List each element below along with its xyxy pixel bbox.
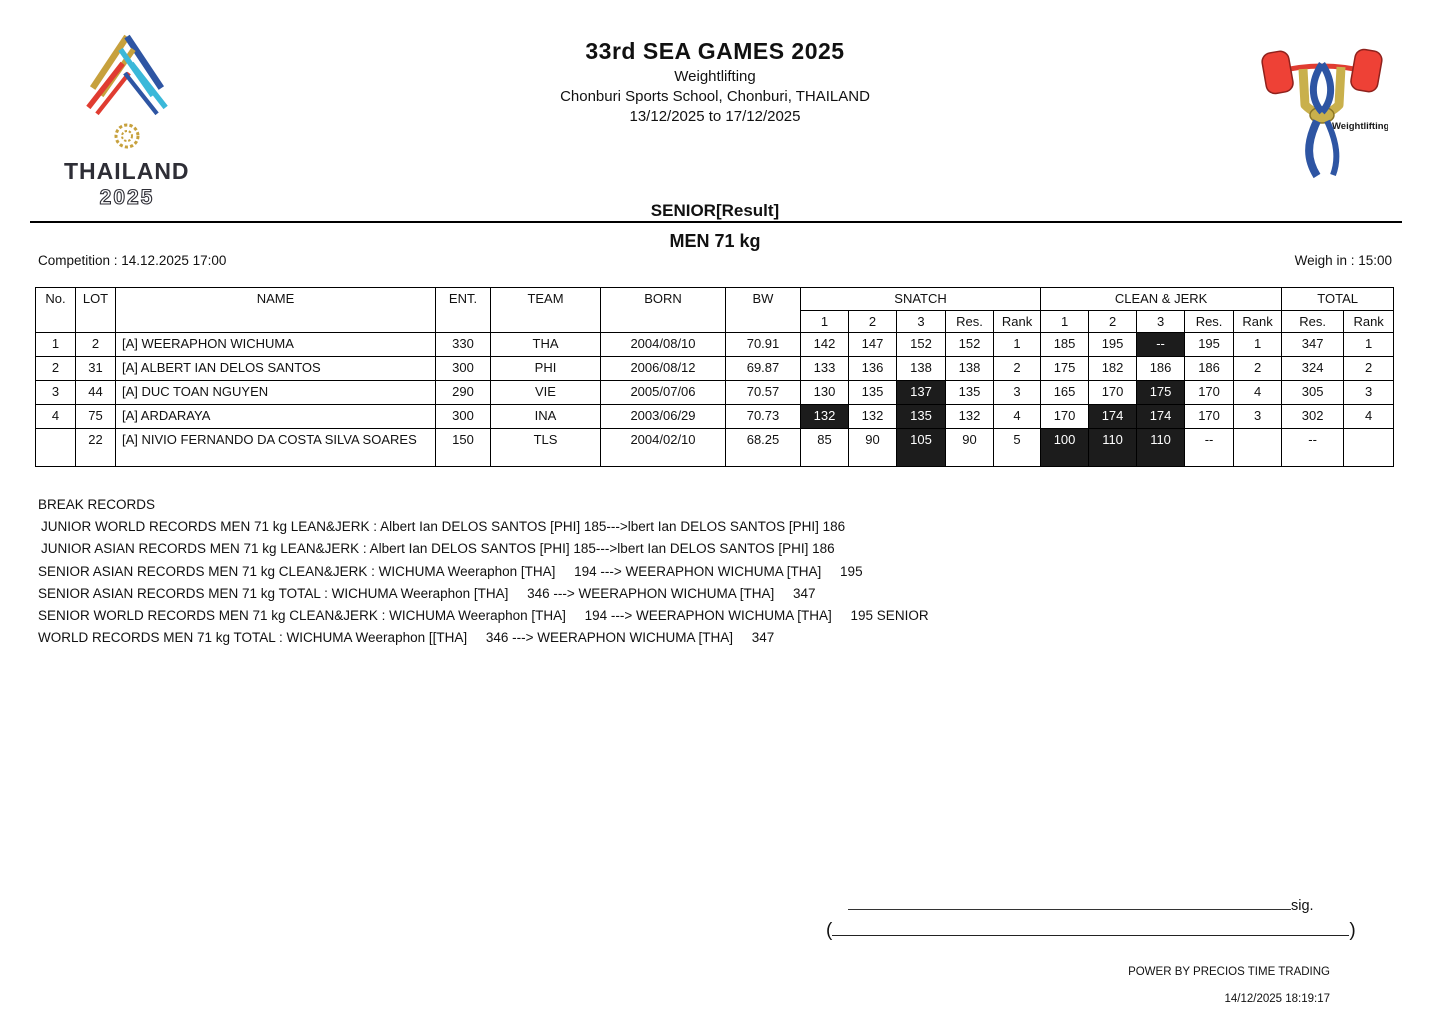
cell-cj-2: 182 <box>1089 357 1137 381</box>
event-sport: Weightlifting <box>674 68 756 85</box>
col-snatch-1: 1 <box>801 311 849 333</box>
cell-cj-3: 175 <box>1137 381 1185 405</box>
col-no: No. <box>36 288 76 333</box>
svg-text:2025: 2025 <box>99 186 154 209</box>
cell-bw: 70.57 <box>726 381 801 405</box>
cell-snatch-rank: 2 <box>994 357 1041 381</box>
table-row <box>36 333 1394 357</box>
break-record-line: SENIOR ASIAN RECORDS MEN 71 kg CLEAN&JERK : WICHUMA Weeraphon [THA] 194 ---> WEERAPHON WICHUMA [THA] 195 <box>38 563 863 579</box>
cell-snatch-3: 105 <box>897 429 946 467</box>
cell-ent: 300 <box>436 357 491 381</box>
cell-cj-res: 186 <box>1185 357 1234 381</box>
cell-name: [A] ALBERT IAN DELOS SANTOS <box>116 357 436 381</box>
cell-cj-1: 175 <box>1041 357 1089 381</box>
cell-snatch-rank: 4 <box>994 405 1041 429</box>
cell-snatch-res: 90 <box>946 429 994 467</box>
cell-no <box>36 429 76 467</box>
results-table <box>35 287 1394 467</box>
cell-cj-3: 110 <box>1137 429 1185 467</box>
cell-cj-2: 110 <box>1089 429 1137 467</box>
cell-lot: 31 <box>76 357 116 381</box>
cell-total-res: 347 <box>1282 333 1344 357</box>
col-bw: BW <box>726 288 801 333</box>
cell-snatch-rank: 3 <box>994 381 1041 405</box>
weigh-in-time: Weigh in : 15:00 <box>1294 253 1392 268</box>
col-team: TEAM <box>491 288 601 333</box>
session-info-row <box>38 253 1392 268</box>
document-header <box>0 38 1430 125</box>
col-group-total: TOTAL <box>1282 288 1394 311</box>
cell-bw: 70.91 <box>726 333 801 357</box>
break-records-section <box>38 494 929 649</box>
cell-team: THA <box>491 333 601 357</box>
event-venue: Chonburi Sports School, Chonburi, THAILAND <box>560 88 870 105</box>
col-total-rank: Rank <box>1344 311 1394 333</box>
col-cj-1: 1 <box>1041 311 1089 333</box>
col-total-res: Res. <box>1282 311 1344 333</box>
cell-born: 2003/06/29 <box>601 405 726 429</box>
cell-total-rank: 2 <box>1344 357 1394 381</box>
cell-lot: 22 <box>76 429 116 467</box>
category-title: MEN 71 kg <box>669 231 761 251</box>
cell-total-res: -- <box>1282 429 1344 467</box>
cell-cj-3: -- <box>1137 333 1185 357</box>
cell-cj-1: 185 <box>1041 333 1089 357</box>
break-records-title: BREAK RECORDS <box>38 497 156 512</box>
cell-snatch-2: 147 <box>849 333 897 357</box>
competition-time: Competition : 14.12.2025 17:00 <box>38 253 227 268</box>
cell-snatch-3: 138 <box>897 357 946 381</box>
col-cj-res: Res. <box>1185 311 1234 333</box>
divider-line <box>30 221 1402 223</box>
col-born: BORN <box>601 288 726 333</box>
print-timestamp: 14/12/2025 18:19:17 <box>1224 993 1330 1005</box>
weightlifting-pictogram-icon <box>1256 32 1388 180</box>
col-snatch-res: Res. <box>946 311 994 333</box>
cell-ent: 330 <box>436 333 491 357</box>
cell-snatch-res: 138 <box>946 357 994 381</box>
signature-name-row <box>826 920 1356 942</box>
cell-born: 2005/07/06 <box>601 381 726 405</box>
col-snatch-3: 3 <box>897 311 946 333</box>
cell-snatch-2: 136 <box>849 357 897 381</box>
thailand-logo-flower-icon <box>64 121 189 156</box>
cell-cj-rank: 2 <box>1234 357 1282 381</box>
cell-total-res: 302 <box>1282 405 1344 429</box>
col-lot: LOT <box>76 288 116 333</box>
signature-row <box>848 895 1314 914</box>
signature-name-line <box>832 920 1349 936</box>
cell-cj-3: 186 <box>1137 357 1185 381</box>
event-dates: 13/12/2025 to 17/12/2025 <box>629 108 801 125</box>
cell-cj-rank: 4 <box>1234 381 1282 405</box>
cell-lot: 44 <box>76 381 116 405</box>
col-ent: ENT. <box>436 288 491 333</box>
cell-cj-1: 170 <box>1041 405 1089 429</box>
cell-cj-1: 100 <box>1041 429 1089 467</box>
col-cj-2: 2 <box>1089 311 1137 333</box>
cell-team: INA <box>491 405 601 429</box>
cell-snatch-1: 133 <box>801 357 849 381</box>
cell-cj-rank <box>1234 429 1282 467</box>
cell-cj-res: 195 <box>1185 333 1234 357</box>
cell-no: 1 <box>36 333 76 357</box>
cell-bw: 68.25 <box>726 429 801 467</box>
break-record-line: SENIOR WORLD RECORDS MEN 71 kg CLEAN&JERK : WICHUMA Weeraphon [THA] 194 ---> WEERAPHON WICHUMA [THA] 195 SENIOR <box>38 608 929 624</box>
cell-team: VIE <box>491 381 601 405</box>
cell-ent: 290 <box>436 381 491 405</box>
cell-name: [A] WEERAPHON WICHUMA <box>116 333 436 357</box>
cell-snatch-1: 132 <box>801 405 849 429</box>
signature-line <box>848 895 1291 910</box>
cell-lot: 2 <box>76 333 116 357</box>
cell-cj-2: 170 <box>1089 381 1137 405</box>
results-table-body <box>36 333 1394 467</box>
cell-snatch-res: 152 <box>946 333 994 357</box>
cell-snatch-1: 130 <box>801 381 849 405</box>
cell-snatch-rank: 5 <box>994 429 1041 467</box>
cell-name: [A] NIVIO FERNANDO DA COSTA SILVA SOARES <box>116 429 436 467</box>
col-group-snatch: SNATCH <box>801 288 1041 311</box>
table-row <box>36 381 1394 405</box>
col-cj-rank: Rank <box>1234 311 1282 333</box>
cell-snatch-rank: 1 <box>994 333 1041 357</box>
cell-snatch-3: 152 <box>897 333 946 357</box>
pictogram-label: Weightlifting <box>1332 121 1388 132</box>
cell-born: 2004/02/10 <box>601 429 726 467</box>
paren-close: ) <box>1349 920 1356 941</box>
cell-team: TLS <box>491 429 601 467</box>
table-row <box>36 405 1394 429</box>
cell-no: 2 <box>36 357 76 381</box>
logo-thailand-text: THAILAND <box>64 158 190 184</box>
cell-born: 2004/08/10 <box>601 333 726 357</box>
cell-cj-rank: 1 <box>1234 333 1282 357</box>
cell-ent: 300 <box>436 405 491 429</box>
table-row <box>36 429 1394 467</box>
break-record-line: JUNIOR ASIAN RECORDS MEN 71 kg LEAN&JERK : Albert Ian DELOS SANTOS [PHI] 185--->lbert Ian DELOS SANTOS [PHI] 186 <box>41 541 835 557</box>
cell-no: 3 <box>36 381 76 405</box>
cell-snatch-2: 132 <box>849 405 897 429</box>
cell-total-res: 324 <box>1282 357 1344 381</box>
cell-snatch-2: 135 <box>849 381 897 405</box>
cell-total-res: 305 <box>1282 381 1344 405</box>
cell-cj-2: 174 <box>1089 405 1137 429</box>
cell-ent: 150 <box>436 429 491 467</box>
table-row <box>36 357 1394 381</box>
cell-lot: 75 <box>76 405 116 429</box>
event-title: 33rd SEA GAMES 2025 <box>585 38 845 64</box>
cell-snatch-res: 135 <box>946 381 994 405</box>
cell-name: [A] ARDARAYA <box>116 405 436 429</box>
cell-bw: 70.73 <box>726 405 801 429</box>
cell-snatch-1: 85 <box>801 429 849 467</box>
break-record-line: SENIOR ASIAN RECORDS MEN 71 kg TOTAL : WICHUMA Weeraphon [THA] 346 ---> WEERAPHON WICHUMA [THA] 347 <box>38 585 816 601</box>
cell-total-rank: 3 <box>1344 381 1394 405</box>
cell-snatch-3: 135 <box>897 405 946 429</box>
col-snatch-rank: Rank <box>994 311 1041 333</box>
cell-total-rank: 1 <box>1344 333 1394 357</box>
section-title: SENIOR[Result] <box>650 201 780 220</box>
cell-born: 2006/08/12 <box>601 357 726 381</box>
cell-snatch-3: 137 <box>897 381 946 405</box>
col-name: NAME <box>116 288 436 333</box>
cell-cj-res: 170 <box>1185 381 1234 405</box>
break-record-line: JUNIOR WORLD RECORDS MEN 71 kg LEAN&JERK : Albert Ian DELOS SANTOS [PHI] 185--->lbert Ian DELOS SANTOS [PHI] 186 <box>41 519 846 535</box>
col-cj-3: 3 <box>1137 311 1185 333</box>
col-snatch-2: 2 <box>849 311 897 333</box>
cell-snatch-res: 132 <box>946 405 994 429</box>
cell-no: 4 <box>36 405 76 429</box>
cell-cj-res: 170 <box>1185 405 1234 429</box>
powered-by-text: POWER BY PRECIOS TIME TRADING <box>1128 966 1330 978</box>
cell-team: PHI <box>491 357 601 381</box>
cell-cj-1: 165 <box>1041 381 1089 405</box>
results-table-head <box>36 288 1394 333</box>
cell-snatch-2: 90 <box>849 429 897 467</box>
cell-name: [A] DUC TOAN NGUYEN <box>116 381 436 405</box>
break-record-line: WORLD RECORDS MEN 71 kg TOTAL : WICHUMA Weeraphon [[THA] 346 ---> WEERAPHON WICHUMA [THA] 347 <box>38 630 775 646</box>
cell-cj-rank: 3 <box>1234 405 1282 429</box>
col-group-clean-jerk: CLEAN & JERK <box>1041 288 1282 311</box>
cell-bw: 69.87 <box>726 357 801 381</box>
cell-total-rank: 4 <box>1344 405 1394 429</box>
cell-cj-res: -- <box>1185 429 1234 467</box>
cell-total-rank <box>1344 429 1394 467</box>
paren-open: ( <box>826 920 833 941</box>
cell-cj-3: 174 <box>1137 405 1185 429</box>
cell-cj-2: 195 <box>1089 333 1137 357</box>
cell-snatch-1: 142 <box>801 333 849 357</box>
signature-label: sig. <box>1291 898 1314 914</box>
